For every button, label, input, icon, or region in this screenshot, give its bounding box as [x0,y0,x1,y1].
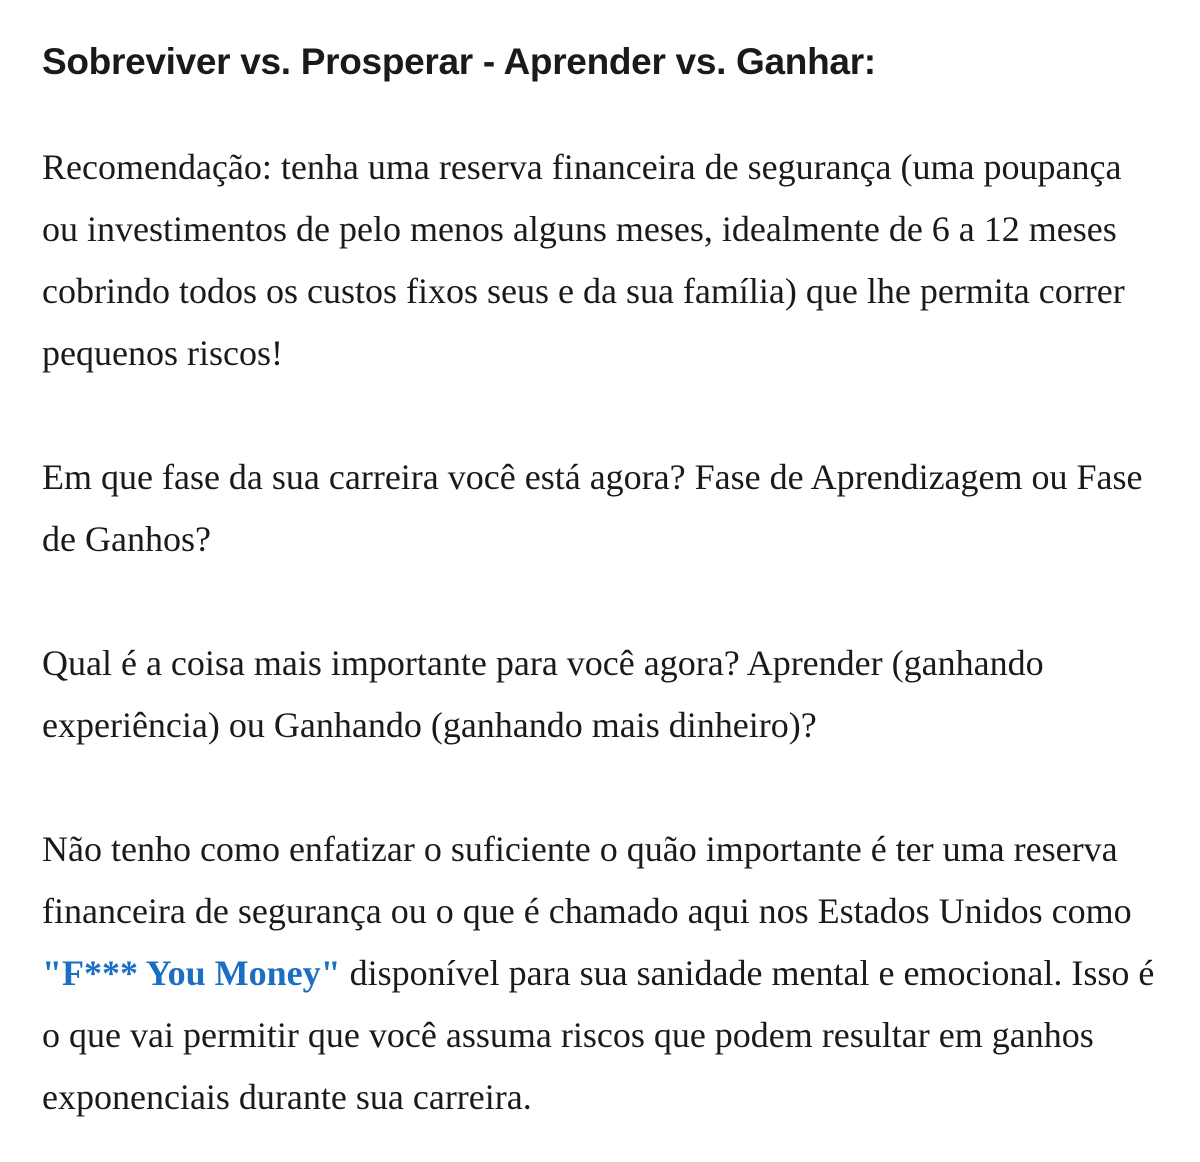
section-heading: Sobreviver vs. Prosperar - Aprender vs. Ganhar: [42,41,876,82]
emphasis-paragraph [42,818,1158,1128]
emphasis-text-after: disponível para sua sanidade mental e emocional. Isso é o que vai permitir que você assuma riscos que podem resultar em ganhos exponenciais durante sua carreira. [42,953,1155,1117]
f-you-money-link[interactable]: "F*** You Money" [42,953,341,993]
recommendation-paragraph: Recomendação: tenha uma reserva financeira de segurança (uma poupança ou investimentos de pelo menos alguns meses, idealmente de 6 a 12 meses cobrindo todos os custos fixos seus e da sua família) que lhe permita correr pequenos riscos! [42,147,1125,373]
article [42,40,1158,1128]
career-phase-paragraph: Em que fase da sua carreira você está agora? Fase de Aprendizagem ou Fase de Ganhos? [42,457,1143,559]
emphasis-text-before: Não tenho como enfatizar o suficiente o quão importante é ter uma reserva financeira de segurança ou o que é chamado aqui nos Estados Unidos como [42,829,1132,931]
most-important-paragraph: Qual é a coisa mais importante para você agora? Aprender (ganhando experiência) ou Ganhando (ganhando mais dinheiro)? [42,643,1044,745]
